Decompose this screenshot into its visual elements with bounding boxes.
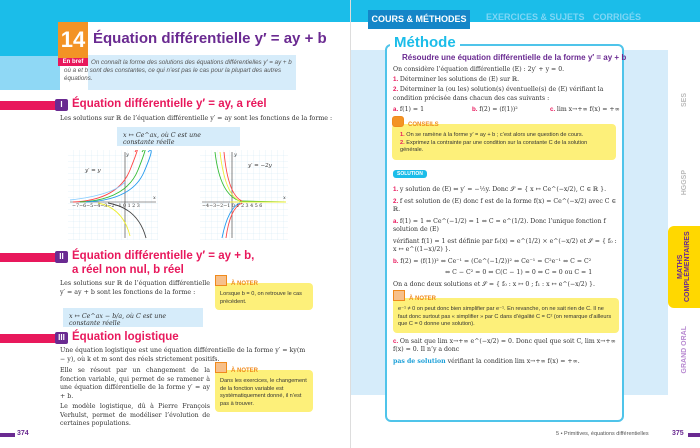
note-text: Dans les exercices, le changement de la fonction variable est systématiquement donné, il n’est pas à trouver. bbox=[220, 378, 307, 407]
chapter-number: 14 bbox=[58, 22, 88, 58]
q-letter: c. bbox=[550, 106, 557, 113]
section-title-line1: Équation différentielle y′ = ay + b, bbox=[72, 250, 255, 262]
question-1: Déterminer les solutions de (E) sur ℝ. bbox=[399, 76, 520, 83]
note-text: Lorsque b = 0, on retrouve le cas précédent. bbox=[220, 291, 302, 305]
graph-x-ticks: −7−6−5−4−3−2−1 0 1 2 3 bbox=[72, 204, 140, 209]
solution-a-line2: vérifiant f(1) = 1 est définie par f₀(x) = e^(1/2) × e^(−x/2) et 𝒮 = { f₀ : x ↦ e^((1−x)/2) }. bbox=[393, 237, 617, 253]
page-number: 375 bbox=[672, 430, 684, 437]
section-bar bbox=[0, 101, 56, 110]
page-number: 374 bbox=[17, 430, 29, 437]
note-heading: À NOTER bbox=[231, 368, 258, 374]
section-text: Les solutions sur ℝ de l’équation différentielle y′ = ay + b sont les fonctions de la forme : bbox=[60, 280, 210, 296]
graph-axis-y: y bbox=[234, 152, 237, 158]
note-box bbox=[393, 298, 619, 333]
note-icon bbox=[393, 290, 405, 301]
note-box bbox=[215, 370, 313, 412]
page-marker bbox=[0, 433, 15, 437]
note-text: e⁻¹ ≠ 0 on peut donc bien simplifier par e⁻¹. En revanche, on ne sait rien de C. Il ne faut donc surtout pas « simplifier » par C dans d’égalité C = C² (on remarque d’ailleurs que C = 0 donne une solution). bbox=[398, 306, 612, 327]
page-title: Équation différentielle y′ = ay + b bbox=[93, 30, 327, 47]
solution-1: y solution de (E) ⇔ y′ = −½y. Donc 𝒮 = { x ↦ Ce^(−x/2), C ∈ ℝ }. bbox=[399, 186, 607, 193]
note-icon bbox=[215, 275, 227, 286]
conseil-1: On se ramène à la forme y′ = ay + b ; c’est alors une question de cours. bbox=[406, 132, 584, 138]
graph-label: y′ = −2y bbox=[248, 163, 272, 169]
side-tab-grand-oral[interactable] bbox=[668, 311, 700, 389]
side-tab-label: MATHS COMPLÉMENTAIRES bbox=[677, 231, 691, 303]
left-cyan-block bbox=[0, 22, 60, 56]
section-bar bbox=[0, 253, 56, 262]
graph-y-prime-equals-minus-2y bbox=[200, 150, 288, 240]
q-num: 2. bbox=[393, 86, 400, 93]
statement: On considère l’équation différentielle (E) : 2y′ + y = 0. bbox=[393, 66, 565, 73]
conseils-box: CONSEILS 1. On se ramène à la forme y′ = ay + b ; c’est alors une question de cours. 2. Exprimez la contrainte par une condition sur la constante C de la solution générale. bbox=[392, 124, 616, 160]
tab-corriges[interactable]: CORRIGÉS bbox=[593, 12, 642, 22]
solution-b-line1: f(2) = (f(1))² ⇔ Ce⁻¹ = (Ce^(−1/2))² ⇔ Ce⁻¹ = C²e⁻¹ ⇔ C = C² bbox=[400, 257, 592, 265]
graph-x-ticks: −4−3−2−1 0 1 2 3 4 5 6 bbox=[202, 204, 263, 209]
graph-label: y′ = y bbox=[85, 168, 101, 174]
solution-a-line1: f(1) = 1 ⇔ Ce^(−1/2) = 1 ⇔ C = e^(1/2). Donc l’unique fonction f solution de (E) bbox=[393, 217, 606, 233]
section-text: Les solutions sur ℝ de l’équation différentielle y′ = ay sont les fonctions de la forme : bbox=[60, 115, 333, 122]
section-number: II bbox=[55, 251, 68, 263]
question-a: f(1) = 1 bbox=[399, 106, 425, 113]
side-tab-label: GRAND ORAL bbox=[680, 326, 688, 374]
solution-flow: 1. y solution de (E) ⇔ y′ = −½y. Donc 𝒮 = { x ↦ Ce^(−x/2), C ∈ ℝ }. 2. f est solution de (E) donc f est de la forme f(x) = Ce^(−x/2) avec C ∈ ℝ. a. f(1) = 1 ⇔ Ce^(−1/2) = 1 ⇔ C = e^(1/2). Donc l’unique fonction f solution de (E) vérifiant f(1) = 1 est définie par f₀(x) = e^(1/2) × e^(−x/2) et 𝒮 = { f₀ : x ↦ e^((1−x)/2) }. b. f(2) = (f(1))² ⇔ Ce⁻¹ = (Ce^(−1/2))² ⇔ Ce⁻¹ = C²e⁻¹ ⇔ C = C² ⇔ C − C² = 0 ⇔ C(C − 1) = 0 ⇔ C = 0 ou C = 1 On a donc deux solutions et 𝒮 = { f₀ : x ↦ 0 ; f₁ : x ↦ e^(−x/2) }. À NOTER e⁻¹ ≠ 0 on peut donc bien simplifier par e⁻¹. En revanche, on ne sait rien de C. Il ne faut donc surtout pas « simplifier » par C dans d’égalité C = C² (on remarque d’ailleurs que C = 0 donne une solution). c. On sait que lim x→+∞ e^(−x/2) = 0. Donc quel que soit C, lim x→+∞ f(x) = 0. Il n’y a donc pas de solution vérifiant la condition lim x→+∞ f(x) = +∞. bbox=[393, 186, 619, 369]
solution-label: SOLUTION bbox=[393, 170, 427, 178]
section-title: Équation différentielle y′ = ay, a réel bbox=[72, 98, 267, 110]
question-b: f(2) = (f(1))² bbox=[479, 106, 518, 113]
page-marker bbox=[688, 433, 700, 437]
no-solution-highlight: pas de solution bbox=[393, 357, 446, 365]
solution-c-line1: On sait que lim x→+∞ e^(−x/2) = 0. Donc quel que soit C, lim x→+∞ f(x) = 0. Il n’y a donc bbox=[393, 337, 616, 353]
section-number: III bbox=[55, 332, 68, 344]
formula-box: x ↦ Ce^ax − b/a, où C est une constante réelle bbox=[63, 308, 203, 327]
section-text: Le modèle logistique, dû à Pierre François Verhulst, permet de modéliser l’évolution de certaines populations. bbox=[60, 403, 210, 427]
graph-y-prime-equals-y bbox=[68, 150, 158, 240]
en-bref-label: En bref bbox=[58, 58, 88, 66]
graph-axis-x: x bbox=[283, 195, 286, 201]
tab-exercices-sujets[interactable]: EXERCICES & SUJETS bbox=[486, 12, 585, 22]
side-tab-hggsp[interactable] bbox=[668, 143, 700, 223]
q-letter: a. bbox=[393, 106, 400, 113]
graph-axis-y: y bbox=[126, 152, 129, 158]
footer-chapter: 5 • Primitives, équations différentielles bbox=[556, 431, 649, 437]
formula-box: x ↦ Ce^ax, où C est une constante réelle bbox=[117, 127, 240, 146]
left-lightblue-block bbox=[0, 56, 60, 90]
section-text: Elle se résout par un changement de la fonction variable, qui permet de se ramener à une équation différentielle de la forme y′ = ay + b. bbox=[60, 367, 210, 400]
q-num: 1. bbox=[393, 76, 400, 83]
section-text: Une équation logistique est une équation différentielle de la forme y′ = ky(m − y), où k et m sont des réels strictement positifs. bbox=[60, 347, 306, 363]
solution-c-line2: vérifiant la condition lim x→+∞ f(x) = +∞. bbox=[447, 357, 580, 365]
section-bar bbox=[0, 334, 56, 343]
conseil-2: Exprimez la contrainte par une condition sur la constante C de la solution générale. bbox=[400, 139, 588, 153]
method-heading: Résoudre une équation différentielle de la forme y′ = ay + b bbox=[402, 53, 627, 62]
note-icon bbox=[215, 362, 227, 373]
section-title: Équation logistique bbox=[72, 331, 179, 343]
question-2: Déterminer la (ou les) solution(s) éventuelle(s) de (E) vérifiant la condition précisée dans chacun des cas suivants : bbox=[393, 86, 604, 102]
en-bref-text: On connaît la forme des solutions des équations différentielles y′ = ay + b où a et b sont des constantes, ce qui n’est pas le cas pour la plupart des autres équations. bbox=[64, 59, 292, 82]
section-title-line2: a réel non nul, b réel bbox=[72, 264, 184, 276]
section-number: I bbox=[55, 99, 68, 111]
note-box bbox=[215, 283, 313, 310]
method-title: Méthode bbox=[390, 34, 460, 51]
solution-b-line2: ⇔ C − C² = 0 ⇔ C(C − 1) = 0 ⇔ C = 0 ou C = 1 bbox=[445, 269, 593, 276]
q-letter: b. bbox=[472, 106, 480, 113]
question-c: lim x→+∞ f(x) = +∞ bbox=[556, 106, 620, 113]
note-heading: À NOTER bbox=[231, 281, 258, 287]
side-tab-label: SES bbox=[680, 92, 688, 107]
tab-cours-methodes[interactable]: COURS & MÉTHODES bbox=[368, 10, 470, 29]
side-tab-label: HGGSP bbox=[680, 170, 688, 196]
thumbs-up-icon bbox=[392, 116, 404, 127]
solution-b-line3: On a donc deux solutions et 𝒮 = { f₀ : x ↦ 0 ; f₁ : x ↦ e^(−x/2) }. bbox=[393, 280, 595, 288]
graph-axis-x: x bbox=[153, 195, 156, 201]
conseils-heading: CONSEILS bbox=[408, 122, 439, 128]
side-tab-ses[interactable] bbox=[668, 60, 700, 140]
solution-2: f est solution de (E) donc f est de la forme f(x) = Ce^(−x/2) avec C ∈ ℝ. bbox=[393, 197, 617, 213]
side-tab-maths-complementaires[interactable] bbox=[668, 226, 700, 308]
note-heading: À NOTER bbox=[409, 296, 436, 302]
